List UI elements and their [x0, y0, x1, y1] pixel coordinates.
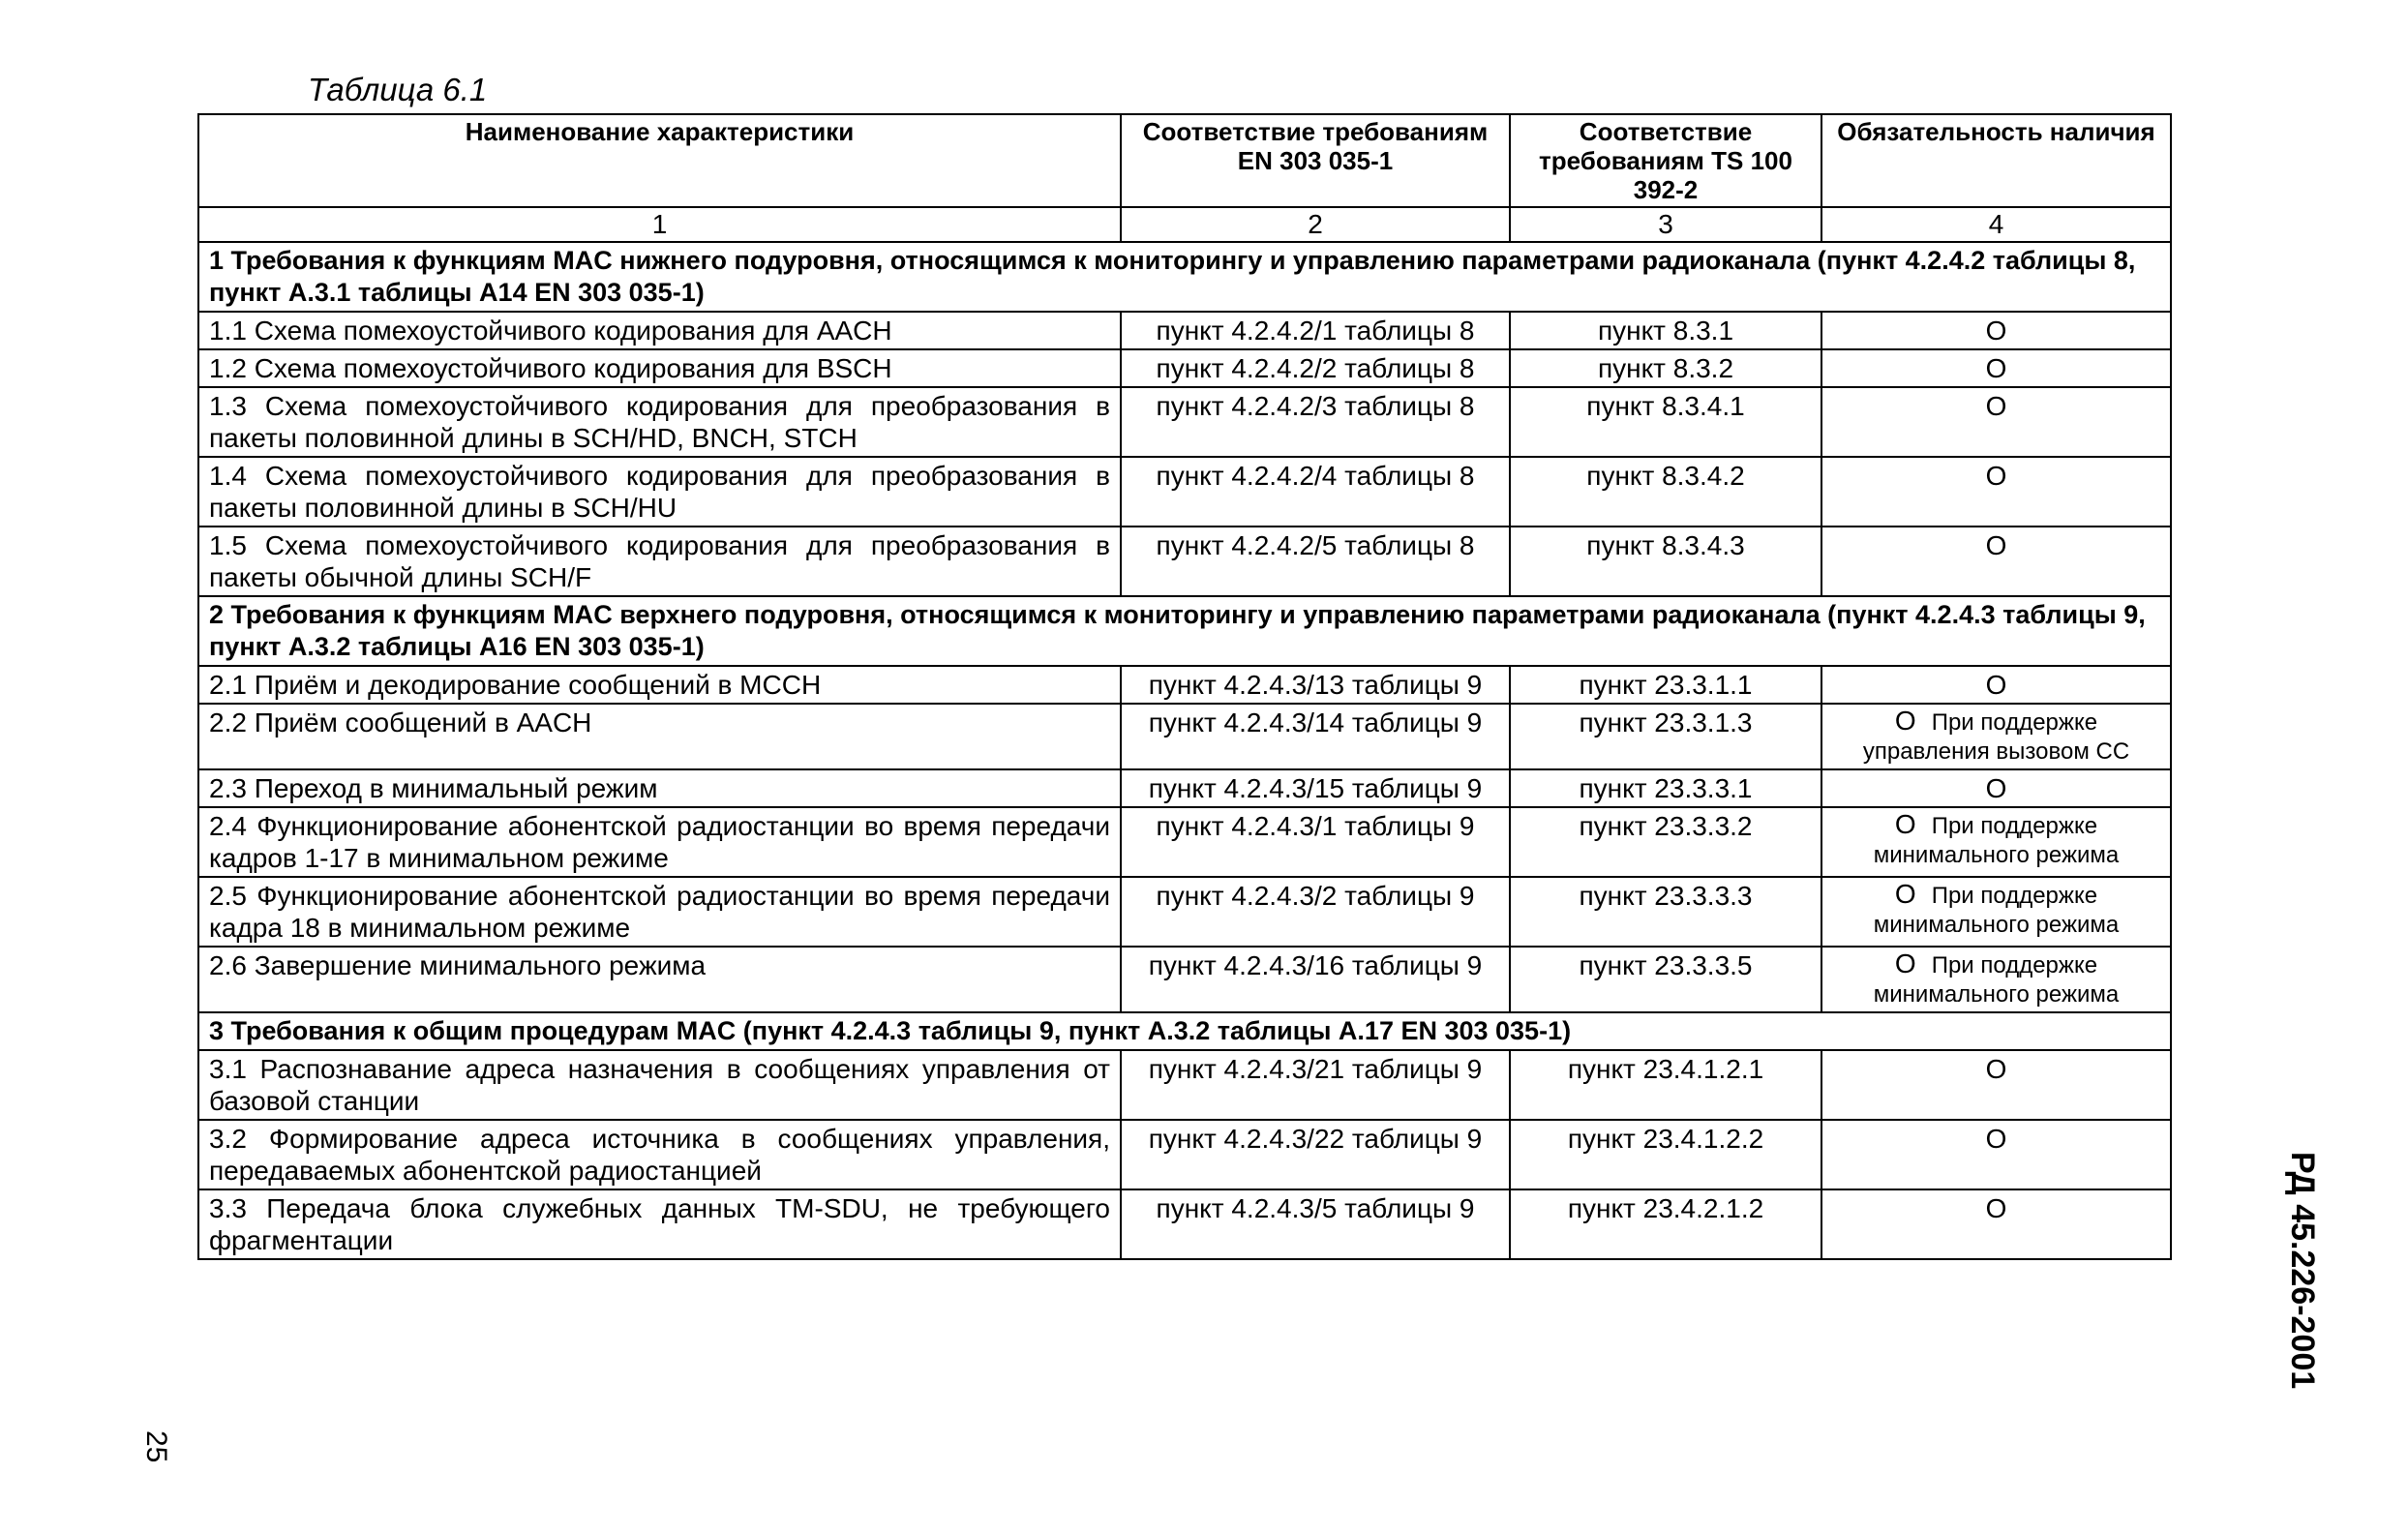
en-reference: пункт 4.2.4.3/15 таблицы 9: [1121, 769, 1510, 807]
mandatory-mark: O: [1894, 706, 1916, 736]
table-row: [198, 769, 2171, 807]
mandatory-cell: [1821, 666, 2171, 704]
ts-reference: пункт 8.3.4.1: [1510, 387, 1821, 457]
table-row: [198, 1120, 2171, 1189]
en-reference: пункт 4.2.4.2/2 таблицы 8: [1121, 349, 1510, 387]
mandatory-mark: O: [1985, 391, 2007, 421]
ts-reference: пункт 23.4.1.2.2: [1510, 1120, 1821, 1189]
characteristic-name: 1.1 Схема помехоустойчивого кодирования для AACH: [198, 312, 1121, 349]
mandatory-mark: O: [1985, 461, 2007, 491]
mandatory-cell: [1821, 1050, 2171, 1120]
mandatory-mark: O: [1985, 316, 2007, 346]
mandatory-cell: [1821, 877, 2171, 947]
mandatory-note-block: [1832, 707, 2160, 767]
header-row: [198, 114, 2171, 207]
characteristic-name: 2.5 Функционирование абонентской радиостанции во время передачи кадра 18 в минимальном режиме: [198, 877, 1121, 947]
mandatory-cell: [1821, 1120, 2171, 1189]
mandatory-cell: [1821, 704, 2171, 769]
en-reference: пункт 4.2.4.2/3 таблицы 8: [1121, 387, 1510, 457]
en-reference: пункт 4.2.4.3/5 таблицы 9: [1121, 1189, 1510, 1259]
characteristic-name: 1.3 Схема помехоустойчивого кодирования для преобразования в пакеты половинной длины в SCH/HD, BNCH, STCH: [198, 387, 1121, 457]
en-reference: пункт 4.2.4.3/2 таблицы 9: [1121, 877, 1510, 947]
table-row: [198, 666, 2171, 704]
mandatory-mark: O: [1985, 530, 2007, 560]
mandatory-mark: O: [1985, 353, 2007, 383]
table-row: [198, 457, 2171, 527]
mandatory-mark: O: [1894, 879, 1916, 909]
en-reference: пункт 4.2.4.2/1 таблицы 8: [1121, 312, 1510, 349]
mandatory-cell: [1821, 349, 2171, 387]
characteristic-name: 1.2 Схема помехоустойчивого кодирования для BSCH: [198, 349, 1121, 387]
table-row: [198, 1189, 2171, 1259]
en-reference: пункт 4.2.4.3/22 таблицы 9: [1121, 1120, 1510, 1189]
characteristic-name: 3.3 Передача блока служебных данных TM-SDU, не требующего фрагментации: [198, 1189, 1121, 1259]
mandatory-note-block: [1832, 880, 2160, 940]
table-row: [198, 877, 2171, 947]
col-number: 4: [1821, 207, 2171, 242]
column-number-row: [198, 207, 2171, 242]
requirements-table: [197, 113, 2172, 1260]
ts-reference: пункт 23.3.3.1: [1510, 769, 1821, 807]
characteristic-name: 2.2 Приём сообщений в AACH: [198, 704, 1121, 769]
ts-reference: пункт 8.3.4.2: [1510, 457, 1821, 527]
characteristic-name: 2.1 Приём и декодирование сообщений в MCCH: [198, 666, 1121, 704]
section-title: 3 Требования к общим процедурам MAC (пункт 4.2.4.3 таблицы 9, пункт А.3.2 таблицы А.17 EN 303 035-1): [198, 1012, 2171, 1050]
en-reference: пункт 4.2.4.2/4 таблицы 8: [1121, 457, 1510, 527]
table-row: [198, 387, 2171, 457]
header-mandatory: Обязательность наличия: [1821, 114, 2171, 207]
en-reference: пункт 4.2.4.3/14 таблицы 9: [1121, 704, 1510, 769]
header-ts: Соответствие требованиям TS 100 392-2: [1510, 114, 1821, 207]
mandatory-cell: [1821, 527, 2171, 596]
document-code: РД 45.226-2001: [2284, 1152, 2321, 1390]
en-reference: пункт 4.2.4.3/1 таблицы 9: [1121, 807, 1510, 877]
ts-reference: пункт 23.3.3.5: [1510, 947, 1821, 1012]
mandatory-cell: [1821, 769, 2171, 807]
col-number: 3: [1510, 207, 1821, 242]
table-caption: Таблица 6.1: [308, 72, 488, 107]
mandatory-cell: [1821, 312, 2171, 349]
page-number: 25: [140, 1430, 172, 1463]
ts-reference: пункт 23.3.3.2: [1510, 807, 1821, 877]
mandatory-mark: O: [1985, 670, 2007, 700]
mandatory-mark: O: [1894, 809, 1916, 839]
mandatory-mark: O: [1985, 1124, 2007, 1154]
en-reference: пункт 4.2.4.3/13 таблицы 9: [1121, 666, 1510, 704]
mandatory-cell: [1821, 807, 2171, 877]
table-row: [198, 312, 2171, 349]
ts-reference: пункт 23.3.1.3: [1510, 704, 1821, 769]
section-row: [198, 1012, 2171, 1050]
mandatory-note: При поддержке минимального режима: [1873, 883, 2120, 938]
mandatory-note-block: [1832, 949, 2160, 1009]
table-row: [198, 947, 2171, 1012]
header-name: Наименование характеристики: [198, 114, 1121, 207]
mandatory-mark: O: [1894, 948, 1916, 978]
mandatory-mark: O: [1985, 1054, 2007, 1084]
characteristic-name: 2.4 Функционирование абонентской радиостанции во время передачи кадров 1-17 в минимальном режиме: [198, 807, 1121, 877]
characteristic-name: 2.3 Переход в минимальный режим: [198, 769, 1121, 807]
mandatory-cell: [1821, 387, 2171, 457]
ts-reference: пункт 23.3.3.3: [1510, 877, 1821, 947]
header-en: Соответствие требованиям EN 303 035-1: [1121, 114, 1510, 207]
en-reference: пункт 4.2.4.2/5 таблицы 8: [1121, 527, 1510, 596]
section-title: 1 Требования к функциям MAC нижнего подуровня, относящимся к мониторингу и управлению параметрами радиоканала (пункт 4.2.4.2 таблицы 8, пункт А.3.1 таблицы А14 EN 303 035-1): [198, 242, 2171, 312]
mandatory-note: При поддержке минимального режима: [1873, 952, 2120, 1008]
mandatory-cell: [1821, 947, 2171, 1012]
table-row: [198, 1050, 2171, 1120]
mandatory-note-block: [1832, 810, 2160, 870]
characteristic-name: 2.6 Завершение минимального режима: [198, 947, 1121, 1012]
ts-reference: пункт 23.4.2.1.2: [1510, 1189, 1821, 1259]
table-row: [198, 704, 2171, 769]
mandatory-mark: O: [1985, 1193, 2007, 1223]
mandatory-mark: O: [1985, 773, 2007, 803]
mandatory-note: При поддержке управления вызовом CC: [1862, 709, 2130, 765]
section-row: [198, 596, 2171, 666]
col-number: 1: [198, 207, 1121, 242]
mandatory-cell: [1821, 1189, 2171, 1259]
characteristic-name: 1.4 Схема помехоустойчивого кодирования для преобразования в пакеты половинной длины в SCH/HU: [198, 457, 1121, 527]
table-row: [198, 349, 2171, 387]
table-row: [198, 807, 2171, 877]
section-title: 2 Требования к функциям MAC верхнего подуровня, относящимся к мониторингу и управлению параметрами радиоканала (пункт 4.2.4.3 таблицы 9, пункт А.3.2 таблицы А16 EN 303 035-1): [198, 596, 2171, 666]
characteristic-name: 3.2 Формирование адреса источника в сообщениях управления, передаваемых абонентской радиостанцией: [198, 1120, 1121, 1189]
mandatory-note: При поддержке минимального режима: [1873, 813, 2120, 868]
ts-reference: пункт 23.3.1.1: [1510, 666, 1821, 704]
section-row: [198, 242, 2171, 312]
ts-reference: пункт 8.3.4.3: [1510, 527, 1821, 596]
table-row: [198, 527, 2171, 596]
col-number: 2: [1121, 207, 1510, 242]
mandatory-cell: [1821, 457, 2171, 527]
characteristic-name: 1.5 Схема помехоустойчивого кодирования для преобразования в пакеты обычной длины SCH/F: [198, 527, 1121, 596]
en-reference: пункт 4.2.4.3/16 таблицы 9: [1121, 947, 1510, 1012]
ts-reference: пункт 8.3.2: [1510, 349, 1821, 387]
ts-reference: пункт 23.4.1.2.1: [1510, 1050, 1821, 1120]
ts-reference: пункт 8.3.1: [1510, 312, 1821, 349]
en-reference: пункт 4.2.4.3/21 таблицы 9: [1121, 1050, 1510, 1120]
characteristic-name: 3.1 Распознавание адреса назначения в сообщениях управления от базовой станции: [198, 1050, 1121, 1120]
